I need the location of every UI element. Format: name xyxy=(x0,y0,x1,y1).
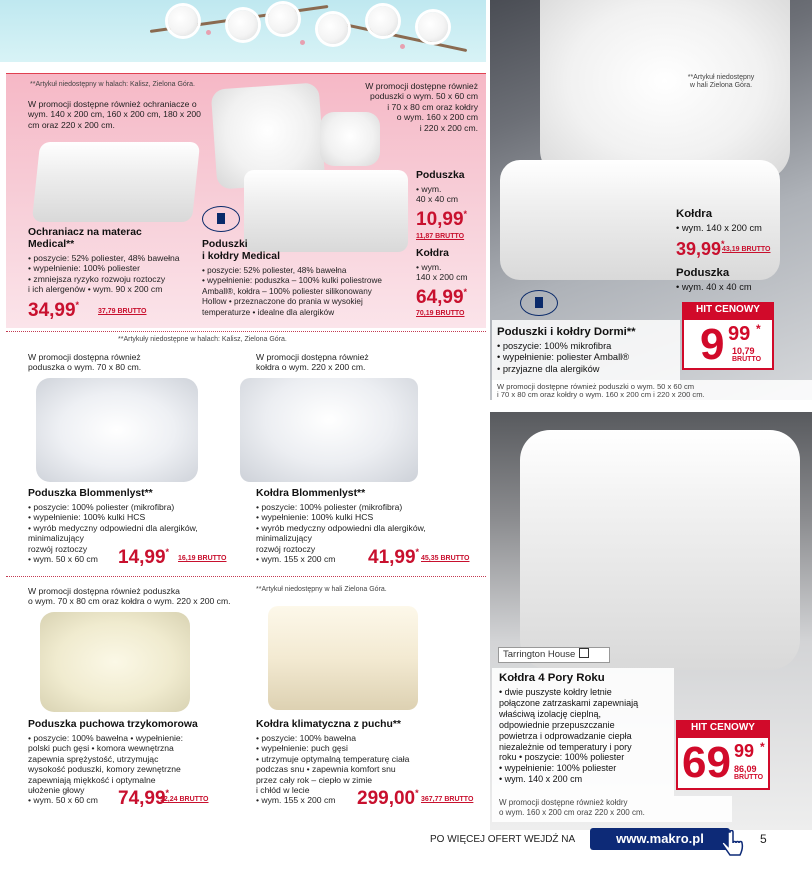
dormi-duvet-title: Kołdra xyxy=(676,208,713,220)
down-duvet-title: Kołdra klimatyczna z puchu** xyxy=(256,719,401,730)
blommenlyst-pillow-title: Poduszka Blommenlyst** xyxy=(28,488,153,499)
dormi-pillow-dims: • wym. 40 x 40 cm xyxy=(676,282,752,292)
protector-promo-text: W promocji dostępne również ochraniacze o wym. 140 x 200 cm, 160 x 200 cm, 180 x 200 cm oraz 220 x 200 cm. xyxy=(28,99,201,130)
dormi-duvet-price: 39,99* xyxy=(676,239,725,259)
blommenlyst-duvet-title: Kołdra Blommenlyst** xyxy=(256,488,366,499)
medical-pillow-dims: • wym. 40 x 40 cm xyxy=(416,184,459,205)
dormi-hit-label: HIT CENOWY xyxy=(682,302,774,318)
page-number: 5 xyxy=(760,832,767,846)
protector-title: Ochraniacz na materac Medical** xyxy=(28,227,142,250)
section-divider-2 xyxy=(6,576,486,577)
blommenlyst-duvet-brutto: 45,35 BRUTTO xyxy=(421,555,470,562)
footer-text: PO WIĘCEJ OFERT WEJDŹ NA xyxy=(430,834,576,845)
dormi-pillow-title: Poduszka xyxy=(676,267,730,279)
down-pillow-image xyxy=(40,612,190,712)
down-pillow-bullets: • poszycie: 100% bawełna • wypełnienie: polski puch gęsi • komora wewnętrzna zapewnia sprężystość, utrzymując wysokość poduszki, komory zewnętrzne zapewniają miękkość i optymalne ułożenie głowy • wym. 50 x 60 cm xyxy=(28,733,184,806)
protector-brutto: 37,79 BRUTTO xyxy=(98,308,147,315)
medical-pillow-title: Poduszka xyxy=(416,170,465,181)
medical-bullets: • poszycie: 52% poliester, 48% bawełna • wypełnienie: poduszka – 100% kulki poliestrowe Amball®, kołdra – 100% poliester silikonowany Hollow • przeznaczone do prania w wysokiej temperaturze • idealne dla alergików xyxy=(202,266,382,317)
dormi-duvet-image xyxy=(500,160,780,280)
down-availability-note: **Artykuł niedostępny w hali Zielona Góra. xyxy=(256,586,387,593)
down-pillow-price: 74,99* xyxy=(118,788,170,809)
medical-duvet-title: Kołdra xyxy=(416,248,449,259)
down-duvet-bullets: • poszycie: 100% bawełna • wypełnienie: puch gęsi • utrzymuje optymalną temperaturę ciała podczas snu • zapewnia komfort snu przez cały rok – ciepło w zimie i chłód w lecie • wym. 155 x 200 cm xyxy=(256,733,410,806)
down-duvet-image xyxy=(268,606,418,710)
blommenlyst-duvet-promo: W promocji dostępna również kołdra o wym. 220 x 200 cm. xyxy=(256,352,369,373)
blommenlyst-pillow-image xyxy=(36,378,198,482)
home-icon xyxy=(579,648,589,658)
down-pillow-title: Poduszka puchowa trzykomorowa xyxy=(28,719,198,730)
blommenlyst-duvet-bullets: • poszycie: 100% poliester (mikrofibra) • wypełnienie: 100% kulki HCS • wyrób medyczny odpowiedni dla alergików, minimalizujący rozwój roztoczy • wym. 155 x 200 cm xyxy=(256,502,426,565)
medical-duvet-dims: • wym. 140 x 200 cm xyxy=(416,262,468,283)
medical-logo xyxy=(202,206,240,232)
protector-price: 34,99* xyxy=(28,300,80,321)
four-seasons-bullets: • dwie puszyste kołdry letnie połączone zatrzaskami zapewniają właściwą izolację cieplną, odpowiednie przepuszczanie powietrza i odprowadzanie ciepła niezależnie od temperatury i pory roku • poszycie: 100% poliester • wypełnienie: 100% poliester • wym. 140 x 200 cm xyxy=(499,687,639,785)
dormi-availability-note: **Artykuł niedostępny w hali Zielona Góra. xyxy=(687,74,755,89)
blommenlyst-pillow-price: 14,99* xyxy=(118,547,170,568)
blommenlyst-pillow-brutto: 16,19 BRUTTO xyxy=(178,555,227,562)
dormi-logo xyxy=(520,290,558,316)
blommenlyst-note: **Artykuły niedostępne w halach: Kalisz, Zielona Góra. xyxy=(118,336,287,343)
medical-duvet-price: 64,99* xyxy=(416,287,468,308)
down-duvet-price: 299,00* xyxy=(357,788,419,809)
hand-cursor-icon xyxy=(722,830,744,860)
four-seasons-hit-price: 69 99 * 86,09 BRUTTO xyxy=(676,736,770,790)
mattress-protector-image xyxy=(32,142,200,222)
section-divider xyxy=(6,331,486,332)
availability-note: **Artykuł niedostępny w halach: Kalisz, Zielona Góra. xyxy=(30,81,195,88)
dormi-bullets: • poszycie: 100% mikrofibra • wypełnienie: poliester Amball® • przyjazne dla alergików xyxy=(497,341,630,374)
down-pillow-brutto: 92,24 BRUTTO xyxy=(160,796,209,803)
dormi-hit-price: 9 99 * 10,79 BRUTTO xyxy=(682,318,774,370)
blommenlyst-duvet-image xyxy=(240,378,418,482)
blommenlyst-duvet-price: 41,99* xyxy=(368,547,420,568)
medical-title: Poduszki i kołdry Medical xyxy=(202,239,280,262)
protector-bullets: • poszycie: 52% poliester, 48% bawełna • wypełnienie: 100% poliester • zmniejsza ryzyko rozwoju roztoczy i ich alergenów • wym. 90 x 200 cm xyxy=(28,253,180,295)
makro-website-link[interactable]: www.makro.pl xyxy=(590,828,730,850)
four-seasons-title: Kołdra 4 Pory Roku xyxy=(499,672,605,684)
medical-pillow-brutto: 11,87 BRUTTO xyxy=(416,233,465,240)
blommenlyst-pillow-promo: W promocji dostępna również poduszka o wym. 70 x 80 cm. xyxy=(28,352,142,373)
down-duvet-brutto: 367,77 BRUTTO xyxy=(421,796,474,803)
four-seasons-duvet-image xyxy=(520,430,800,670)
tarrington-brand-badge: Tarrington House xyxy=(498,647,610,663)
medical-pillow-price: 10,99* xyxy=(416,209,468,230)
cotton-banner xyxy=(0,0,486,62)
dormi-duvet-brutto: 43,19 BRUTTO xyxy=(722,246,771,253)
four-seasons-hit-label: HIT CENOWY xyxy=(676,720,770,736)
medical-duvet-brutto: 70,19 BRUTTO xyxy=(416,310,465,317)
medical-small-pillow-image xyxy=(320,112,380,166)
blommenlyst-pillow-bullets: • poszycie: 100% poliester (mikrofibra) • wypełnienie: 100% kulki HCS • wyrób medyczny odpowiedni dla alergików, minimalizujący rozwój roztoczy • wym. 50 x 60 cm xyxy=(28,502,198,565)
four-seasons-promo-text: W promocji dostępne również kołdry o wym. 160 x 200 cm oraz 220 x 200 cm. xyxy=(499,798,645,817)
medical-promo-text: W promocji dostępne również poduszki o wym. 50 x 60 cm i 70 x 80 cm oraz kołdry o wym. 160 x 200 cm i 220 x 200 cm. xyxy=(365,81,478,133)
dormi-duvet-dims: • wym. 140 x 200 cm xyxy=(676,223,762,233)
dormi-pillow-image xyxy=(540,0,790,180)
down-promo-text: W promocji dostępna również poduszka o wym. 70 x 80 cm oraz kołdra o wym. 220 x 200 cm. xyxy=(28,586,231,607)
dormi-title: Poduszki i kołdry Dormi** xyxy=(497,326,636,338)
dormi-promo-text: W promocji dostępne również poduszki o wym. 50 x 60 cm i 70 x 80 cm oraz kołdry o wym. 160 x 200 cm i 220 x 200 cm. xyxy=(497,382,705,399)
